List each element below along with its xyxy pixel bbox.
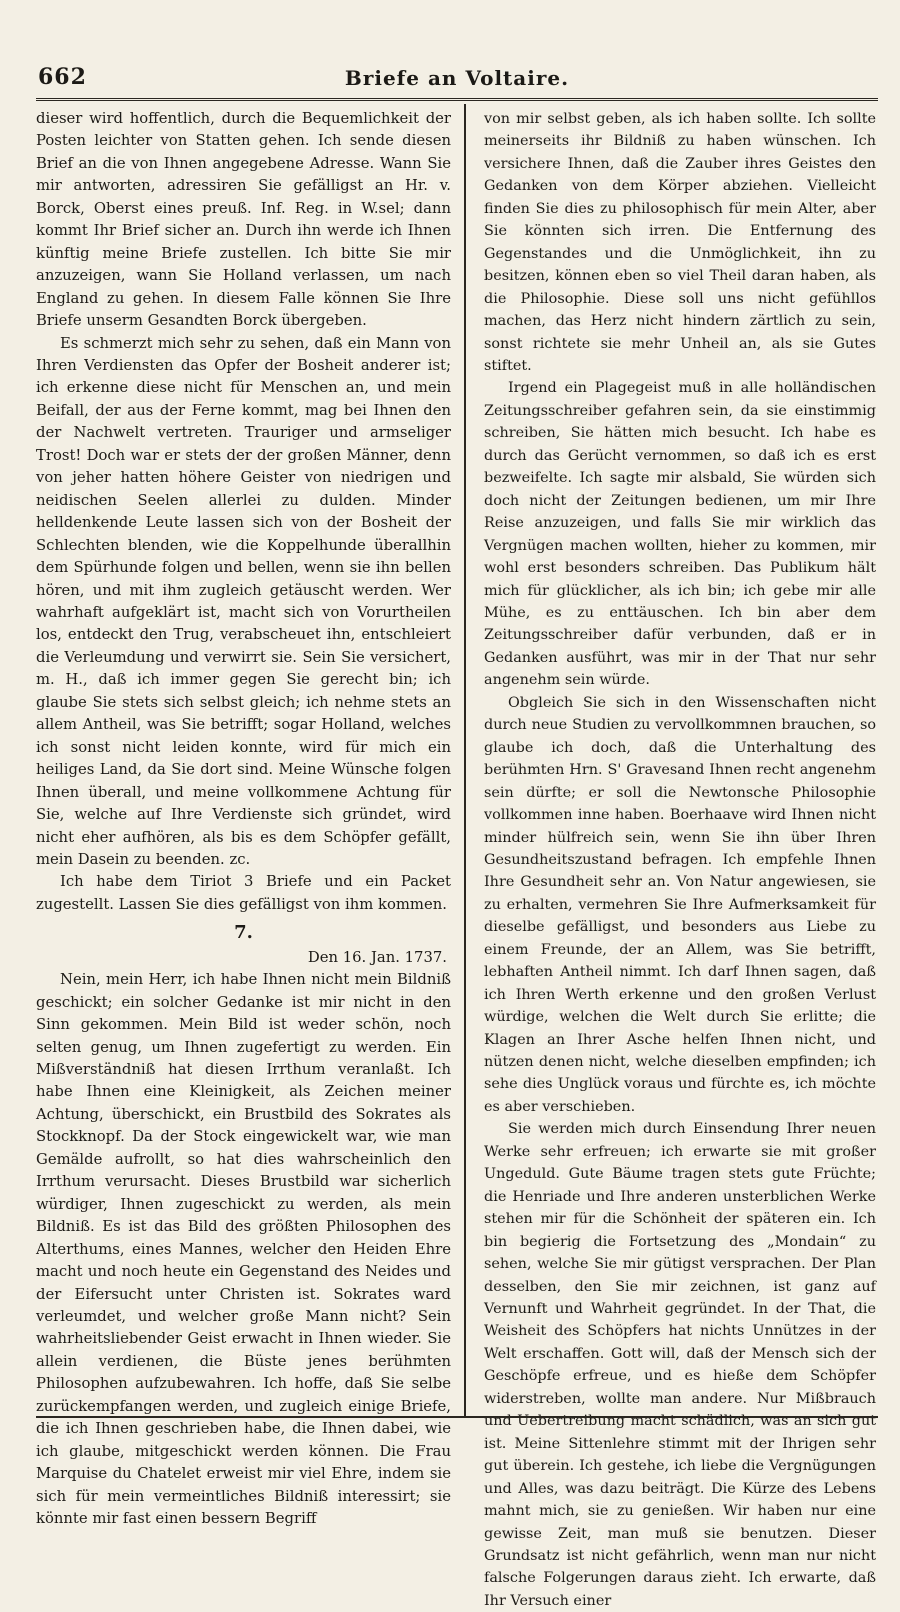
right-paragraph-4: Sie werden mich durch Einsendung Ihrer neuen Werke sehr erfreuen; ich erwarte sie mit großer Ungeduld. Gute Bäume tragen stets gute Früchte; die Henriade und Ihre anderen unsterblichen Werke stehen mir für die Schönheit der späteren ein. Ich bin begierig die Fortsetzung des „Mondain“ zu sehen, welche Sie mir gütigst versprachen. Der Plan desselben, den Sie mir zeichnen, ist ganz auf Vernunft und Wahrheit gegründet. In der That, die Weisheit des Schöpfers hat nichts Unnützes in der Welt erschaffen. Gott will, daß der Mensch sich der Geschöpfe erfreue, und es hieße dem Schöpfer widerstreben, wollte man andere. Nur Mißbrauch und Uebertreibung macht schädlich, was an sich gut ist. Meine Sittenlehre stimmt mit der Ihrigen sehr gut überein. Ich gestehe, ich liebe die Vergnügungen und Alles, was dazu beiträgt. Die Kürze des Lebens mahnt mich, sie zu genießen. Wir haben nur eine gewisse Zeit, man muß sie benutzen. Dieser Grundsatz ist nicht gefährlich, wenn man nur nicht falsche Folgerungen daraus zieht. Ich erwarte, daß Ihr Versuch einer xyxy=(484,1121,876,1609)
column-divider xyxy=(464,104,466,1416)
left-paragraph-3: Ich habe dem Tiriot 3 Briefe und ein Packet zugestellt. Lassen Sie dies gefälligst von ihm kommen. xyxy=(36,873,451,913)
bottom-rule xyxy=(36,1416,878,1418)
left-paragraph-1: dieser wird hoffentlich, durch die Bequemlichkeit der Posten leichter von Statten gehen. Ich sende diesen Brief an die von Ihnen angegebene Adresse. Wann Sie mir antworten, adressiren Sie gefälligst an Hr. v. Borck, Oberst eines preuß. Inf. Reg. in W.sel; dann kommt Ihr Brief sicher an. Durch ihn werde ich Ihnen künftig meine Briefe zustellen. Ich bitte Sie mir anzuzeigen, wann Sie Holland verlassen, um nach England zu gehen. In diesem Falle können Sie Ihre Briefe unserm Gesandten Borck übergeben. xyxy=(36,110,451,330)
left-column xyxy=(36,108,451,1528)
page-number: 662 xyxy=(38,64,87,90)
left-paragraph-2: Es schmerzt mich sehr zu sehen, daß ein Mann von Ihren Verdiensten das Opfer der Bosheit anderer ist; ich erkenne diese nicht für Menschen an, und mein Beifall, der aus der Ferne kommt, mag bei Ihnen den der Nachwelt vertreten. Trauriger und armseliger Trost! Doch war er stets der der großen Männer, denn von jeher hatten höhere Geister von niedrigen und neidischen Seelen allerlei zu dulden. Minder helldenkende Leute lassen sich von der Bosheit der Schlechten blenden, wie die Koppelhunde überallhin dem Spürhunde folgen und bellen, wenn sie ihn bellen hören, und mit ihm zugleich getäuscht werden. Wer wahrhaft aufgeklärt ist, macht sich von Vorurtheilen los, entdeckt den Trug, verabscheuet ihn, entschleiert die Verleumdung und verwirrt sie. Sein Sie versichert, m. H., daß ich immer gegen Sie gerecht bin; ich glaube Sie stets sich selbst gleich; ich nehme stets an allem Antheil, was Sie betrifft; sogar Holland, welches ich sonst nicht leiden konnte, wird für mich ein heiliges Land, da Sie dort sind. Meine Wünsche folgen Ihnen überall, und meine vollkommene Achtung für Sie, welche auf Ihre Verdienste sich gründet, wird nicht eher aufhören, als bis es dem Schöpfer gefällt, mein Dasein zu beenden. zc. xyxy=(36,334,451,868)
page-header xyxy=(36,58,878,101)
right-paragraph-3: Obgleich Sie sich in den Wissenschaften nicht durch neue Studien zu vervollkommnen brauchen, so glaube ich doch, daß die Unterhaltung des berühmten Hrn. S' Gravesand Ihnen recht angenehm sein dürfte; er soll die Newtonsche Philosophie vollkommen inne haben. Boerhaave wird Ihnen nicht minder hülfreich sein, wenn Sie ihn über Ihren Gesundheitszustand befragen. Ich empfehle Ihnen Ihre Gesundheit sehr an. Von Natur angewiesen, sie zu erhalten, vermehren Sie Ihre Aufmerksamkeit für dieselbe gefälligst, und besonders aus Liebe zu einem Freunde, der an Allem, was Sie betrifft, lebhaften Antheil nimmt. Ich darf Ihnen sagen, daß ich Ihren Werth erkenne und den großen Verlust würdige, welchen die Welt durch Sie erlitte; die Klagen an Ihrer Asche helfen Ihnen nicht, und nützen denen nicht, welche dieselben empfinden; ich sehe dies Unglück voraus und fürchte es, ich möchte es aber verschieben. xyxy=(484,694,876,1115)
letter-date: Den 16. Jan. 1737. xyxy=(307,948,447,966)
running-head: Briefe an Voltaire. xyxy=(344,66,570,90)
book-page xyxy=(36,58,878,1609)
left-paragraph-4: Nein, mein Herr, ich habe Ihnen nicht mein Bildniß geschickt; ein solcher Gedanke ist mir nicht in den Sinn gekommen. Mein Bild ist weder schön, noch selten genug, um Ihnen zugefertigt zu werden. Ein Mißverständniß hat diesen Irrthum veranlaßt. Ich habe Ihnen eine Kleinigkeit, als Zeichen meiner Achtung, überschickt, ein Brustbild des Sokrates als Stockknopf. Da der Stock eingewickelt war, wie man Gemälde aufrollt, so hat dies wahrscheinlich den Irrthum verursacht. Dieses Brustbild war sicherlich würdiger, Ihnen zugeschickt zu werden, als mein Bildniß. Es ist das Bild des größten Philosophen des Alterthums, eines Mannes, welcher den Heiden Ehre macht und noch heute ein Gegenstand des Neides und der Eifersucht unter Christen ist. Sokrates ward verleumdet, und welcher große Mann nicht? Sein wahrheitsliebender Geist erwacht in Ihnen wieder. Sie allein verdienen, die Büste jenes berühmten Philosophen aufzubewahren. Ich hoffe, daß Sie selbe zurückempfangen werden, und zugleich einige Briefe, die ich Ihnen geschrieben habe, die Ihnen dabei, wie ich glaube, mitgeschickt werden können. Die Frau Marquise du Chatelet erweist mir viel Ehre, indem sie sich für mein vermeintliches Bildniß interessirt; sie könnte mir fast einen bessern Begriff xyxy=(36,971,451,1528)
right-column xyxy=(484,108,876,1609)
letter-number: 7. xyxy=(234,922,253,944)
right-paragraph-1: von mir selbst geben, als ich haben sollte. Ich sollte meinerseits ihr Bildniß zu haben wünschen. Ich versichere Ihnen, daß die Zauber ihres Geistes den Gedanken von dem Körper abziehen. Vielleicht finden Sie dies zu philosophisch für mein Alter, aber Sie könnten sich irren. Die Entfernung des Gegenstandes und die Unmöglichkeit, ihn zu besitzen, können eben so viel Theil daran haben, als die Philosophie. Diese soll uns nicht gefühllos machen, das Herz nicht hindern zärtlich zu sein, sonst richtete sie mehr Unheil an, als sie Gutes stiftet. xyxy=(484,111,876,374)
right-paragraph-2: Irgend ein Plagegeist muß in alle holländischen Zeitungsschreiber gefahren sein, da sie einstimmig schreiben, Sie hätten mich besucht. Ich habe es durch das Gerücht vernommen, so daß ich es erst bezweifelte. Ich sagte mir alsbald, Sie würden sich doch nicht der Zeitungen bedienen, um mir Ihre Reise anzuzeigen, und falls Sie mir wirklich das Vergnügen machen wollten, hieher zu kommen, mir wohl erst besonders schreiben. Das Publikum hält mich für glücklicher, als ich bin; ich gebe mir alle Mühe, es zu enttäuschen. Ich bin aber dem Zeitungsschreiber dafür verbunden, daß er in Gedanken ausführt, was mir in der That nur sehr angenehm sein würde. xyxy=(484,380,876,689)
